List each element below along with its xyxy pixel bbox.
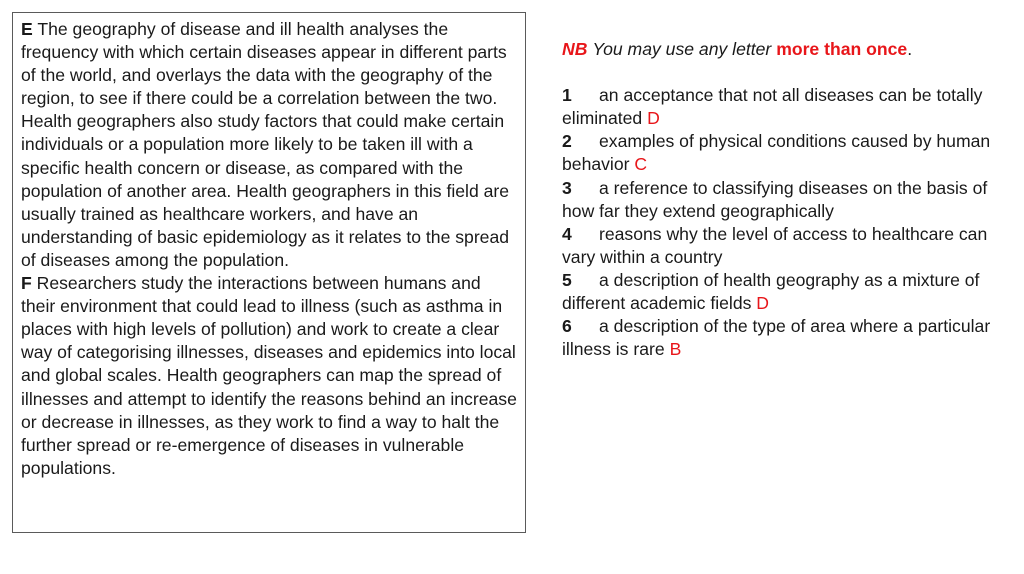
question-item [562,177,1002,223]
question-text: an acceptance that not all diseases can be totally eliminated [562,85,983,129]
question-text: a description of the type of area where a particular illness is rare [562,316,991,360]
passage-f [21,272,519,480]
question-item [562,130,1002,176]
question-number: 2 [562,131,572,152]
passage-e [21,18,519,272]
question-text: reasons why the level of access to healthcare can vary within a country [562,223,988,267]
passage-box [12,12,526,533]
question-item [562,269,1002,315]
question-answer: D [647,108,660,129]
passage-letter: F [21,273,32,294]
question-answer: D [756,293,770,314]
question-number: 4 [562,223,572,244]
note-label: NB [562,39,588,59]
question-text: a description of health geography as a mixture of different academic fields [562,269,980,314]
passage-letter: E [21,19,33,39]
question-answer: B [669,339,682,360]
instruction-note [562,38,1002,61]
note-punctuation: . [907,39,913,59]
question-number: 6 [562,316,572,337]
question-number: 3 [562,177,572,198]
question-item [562,223,1002,269]
question-text: a reference to classifying diseases on the basis of how far they extend geographically [562,177,988,221]
question-number: 1 [562,85,572,106]
question-text: examples of physical conditions caused by human behavior [562,131,991,175]
note-text: You may use any letter [592,39,772,59]
passage-text: Researchers study the interactions between humans and their environment that could lead to illness (such as asthma in places with high levels of pollution) and work to create a clear way of categorising illnesses, diseases and epidemics into local and global scales. Health geographers can map the spread of illnesses and attempt to identify the reasons behind an increase or decrease in illnesses, as they work to find a way to halt the further spread or re-emergence of diseases in vulnerable populations. [21,273,517,478]
question-answer: C [634,154,648,175]
note-emphasis: more than once [776,39,908,59]
question-panel [562,38,1002,361]
passage-text: The geography of disease and ill health analyses the frequency with which certain diseases appear in different parts of the world, and overlays the data with the geography of the region, to see if there could be a correlation between the two. Health geographers also study factors that could make certain individuals or a population more likely to be taken ill with a specific health concern or disease, as compared with the population of another area. Health geographers in this field are usually trained as healthcare workers, and have an understanding of basic epidemiology as it relates to the spread of diseases among the population. [21,19,510,270]
question-number: 5 [562,269,572,290]
question-item [562,84,1002,130]
question-item [562,315,1002,361]
